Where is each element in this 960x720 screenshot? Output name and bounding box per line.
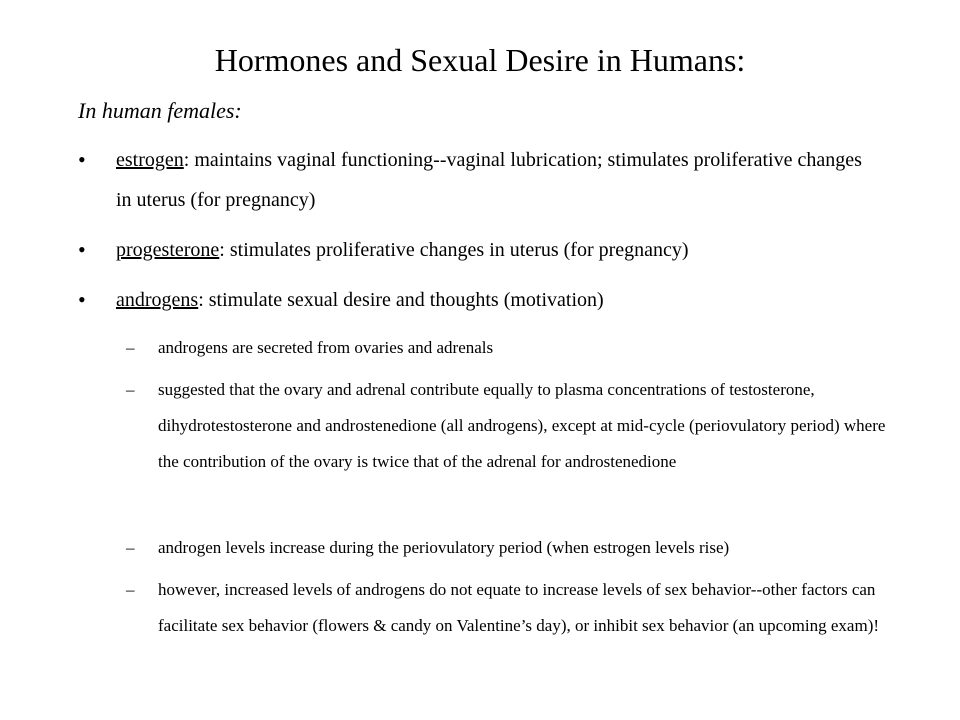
bullet-text <box>116 230 876 270</box>
bullet-term: estrogen <box>116 149 184 171</box>
bullet-description: : stimulate sexual desire and thoughts (motivation) <box>198 289 604 311</box>
bullet-dot: • <box>78 287 86 312</box>
slide-title: Hormones and Sexual Desire in Humans: <box>214 42 746 78</box>
bullet-dot: • <box>78 147 86 172</box>
bullet-description: : stimulates proliferative changes in uterus (for pregnancy) <box>219 239 689 261</box>
dash-marker: – <box>126 580 135 599</box>
bullet-dot: • <box>78 237 86 262</box>
subpoint-text: androgens are secreted from ovaries and adrenals <box>158 338 494 357</box>
bullet-description: : maintains vaginal functioning--vaginal lubrication; stimulates proliferative changes in uterus (for pregnancy) <box>116 149 862 211</box>
dash-marker: – <box>126 380 135 399</box>
section-subheading: In human females: <box>78 98 242 123</box>
subpoint-text: suggested that the ovary and adrenal contribute equally to plasma concentrations of testosterone, dihydrotestosterone and androstenedione (all androgens), except at mid-cycle (periovulatory period) where the contribution of the ovary is twice that of the adrenal for androstenedione <box>158 380 886 471</box>
dash-marker: – <box>126 538 135 557</box>
bullet-text <box>116 280 876 320</box>
bullet-term: androgens <box>116 289 199 311</box>
subpoint-text: androgen levels increase during the periovulatory period (when estrogen levels rise) <box>158 538 730 557</box>
bullet-text <box>116 140 876 220</box>
subpoint-text: however, increased levels of androgens do not equate to increase levels of sex behavior--other factors can facilitate sex behavior (flowers & candy on Valentine’s day), or inhibit sex behavior (an upcoming exam)! <box>158 580 880 635</box>
bullet-term: progesterone <box>116 239 220 261</box>
dash-marker: – <box>126 338 135 357</box>
